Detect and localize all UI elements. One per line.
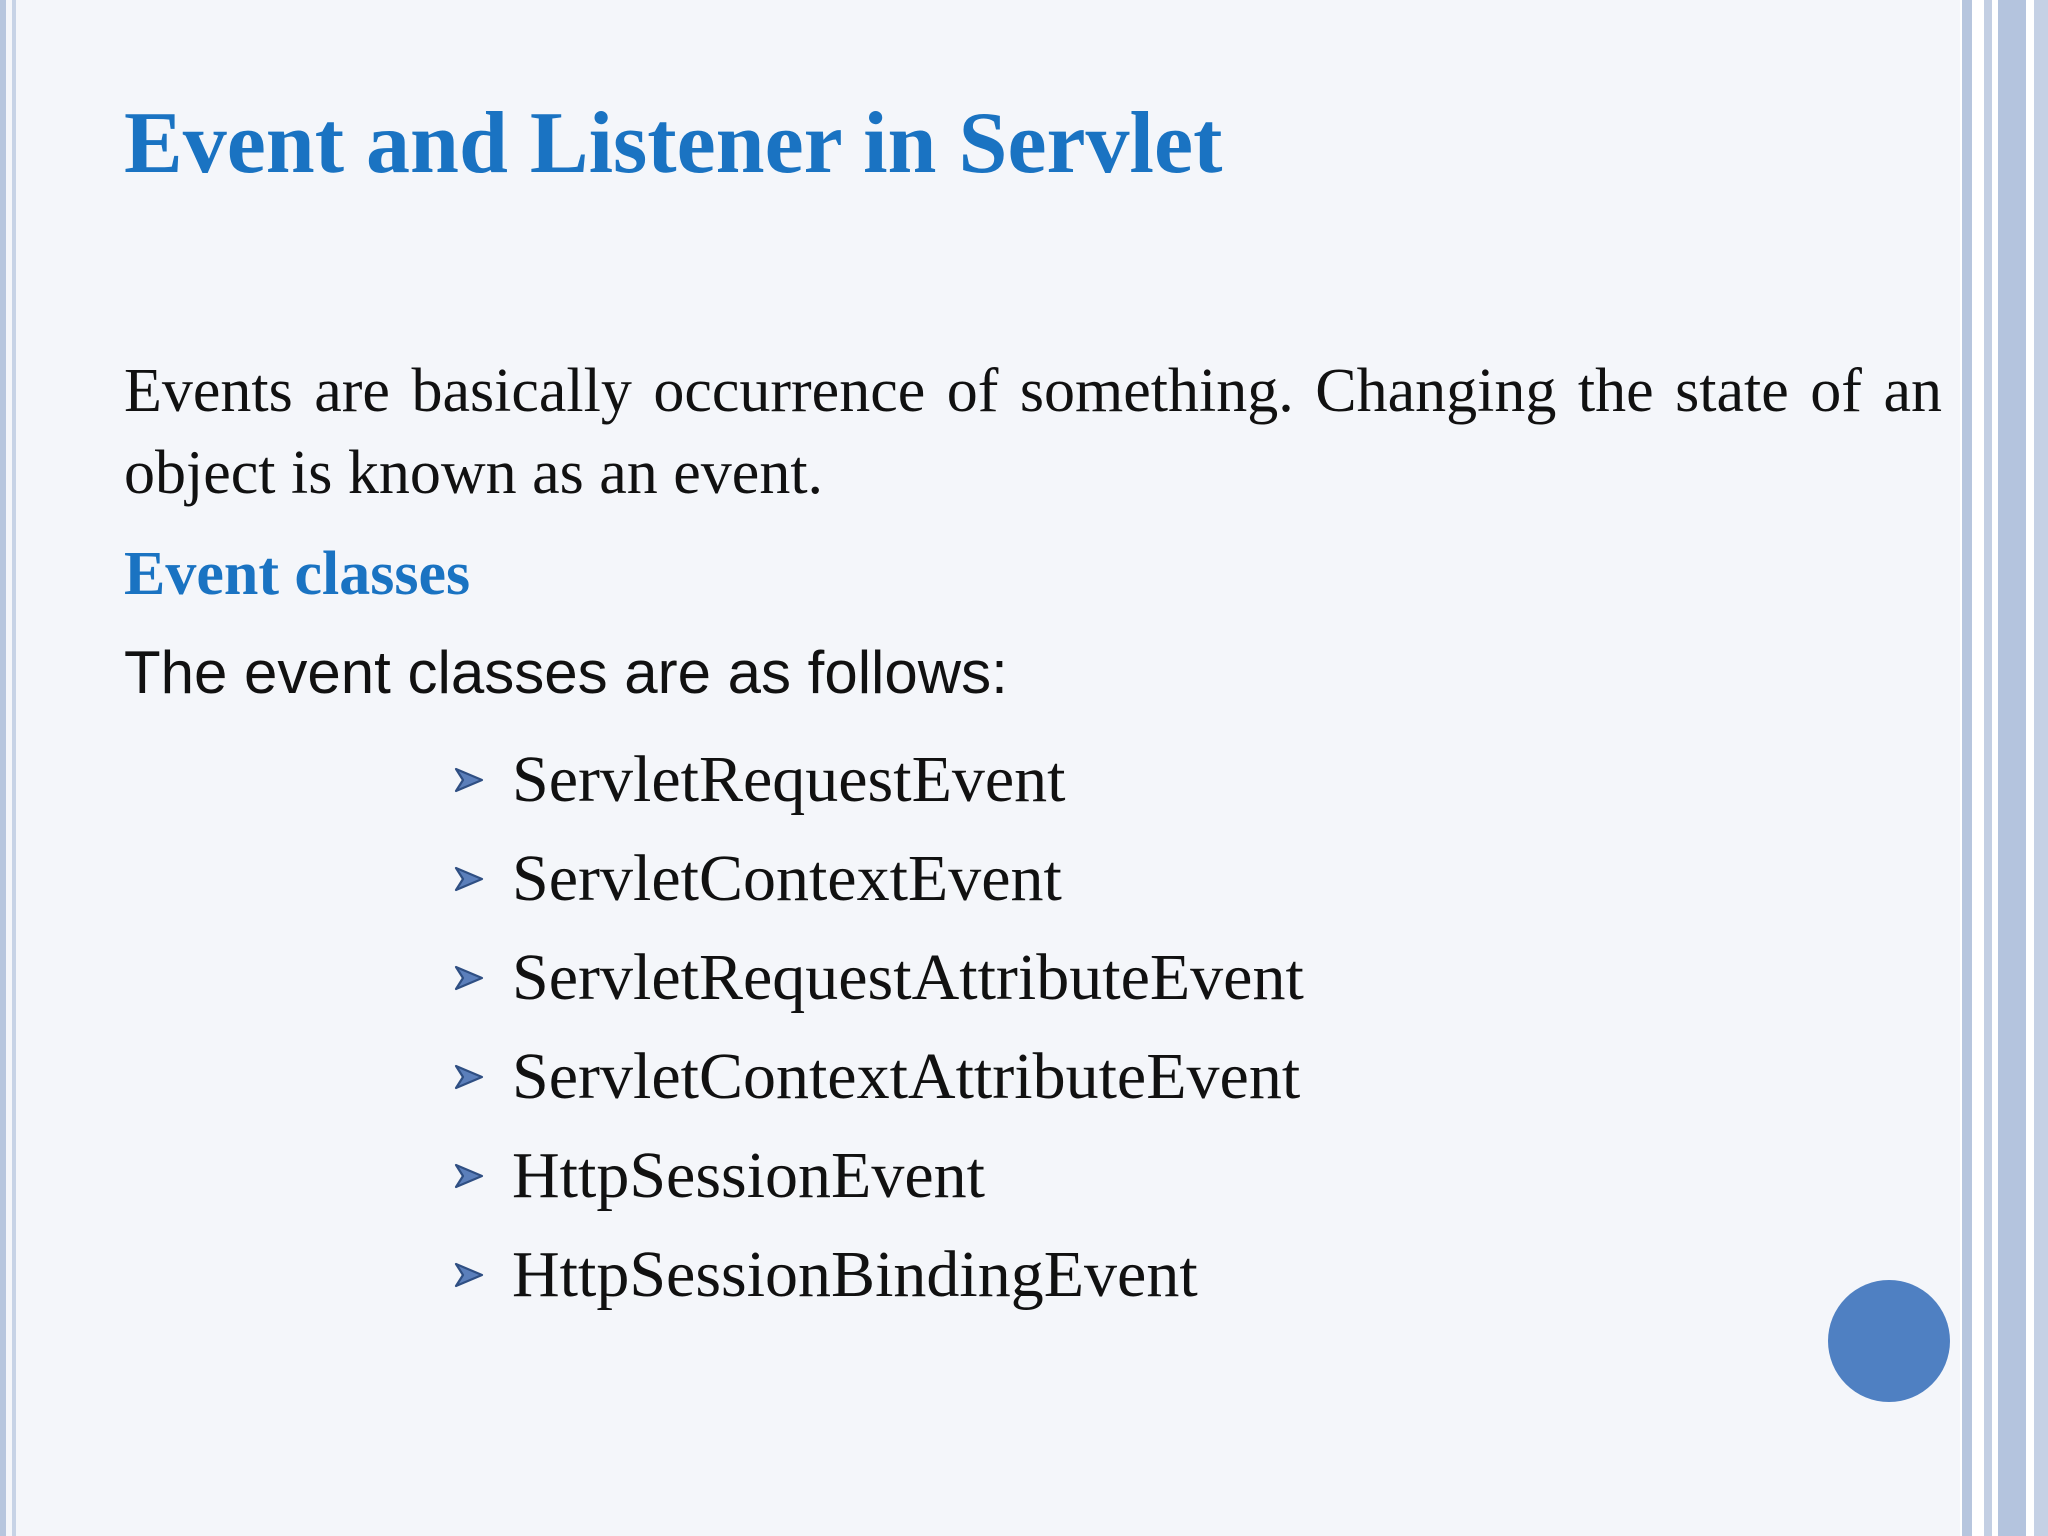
event-class-name: ServletContextAttributeEvent <box>512 1039 1301 1113</box>
left-border-outer-line <box>0 0 6 1536</box>
right-border-line <box>1962 0 1972 1536</box>
list-item <box>452 1027 1304 1126</box>
event-classes-lead: The event classes are as follows: <box>124 639 1008 706</box>
right-border-line <box>2034 0 2048 1536</box>
list-item <box>452 829 1304 928</box>
arrowhead-bullet-icon <box>452 1258 486 1292</box>
slide-title: Event and Listener in Servlet <box>124 95 1223 192</box>
intro-paragraph: Events are basically occurrence of something. Changing the state of an object is known as an event. <box>124 357 1942 507</box>
arrowhead-bullet-icon <box>452 961 486 995</box>
event-classes-list <box>452 730 1304 1324</box>
right-border-line <box>1984 0 1992 1536</box>
event-class-name: ServletContextEvent <box>512 841 1062 915</box>
blue-circle-decoration <box>1828 1280 1950 1402</box>
list-item <box>452 1126 1304 1225</box>
left-border-inner-line <box>12 0 16 1536</box>
arrowhead-bullet-icon <box>452 862 486 896</box>
event-class-name: ServletRequestAttributeEvent <box>512 940 1304 1014</box>
arrowhead-bullet-icon <box>452 763 486 797</box>
list-item <box>452 1225 1304 1324</box>
event-class-name: HttpSessionBindingEvent <box>512 1237 1198 1311</box>
arrowhead-bullet-icon <box>452 1060 486 1094</box>
event-class-name: ServletRequestEvent <box>512 742 1066 816</box>
list-item <box>452 928 1304 1027</box>
event-class-name: HttpSessionEvent <box>512 1138 985 1212</box>
arrowhead-bullet-icon <box>452 1159 486 1193</box>
list-item <box>452 730 1304 829</box>
event-classes-heading: Event classes <box>124 540 471 608</box>
right-border-line <box>1998 0 2026 1536</box>
